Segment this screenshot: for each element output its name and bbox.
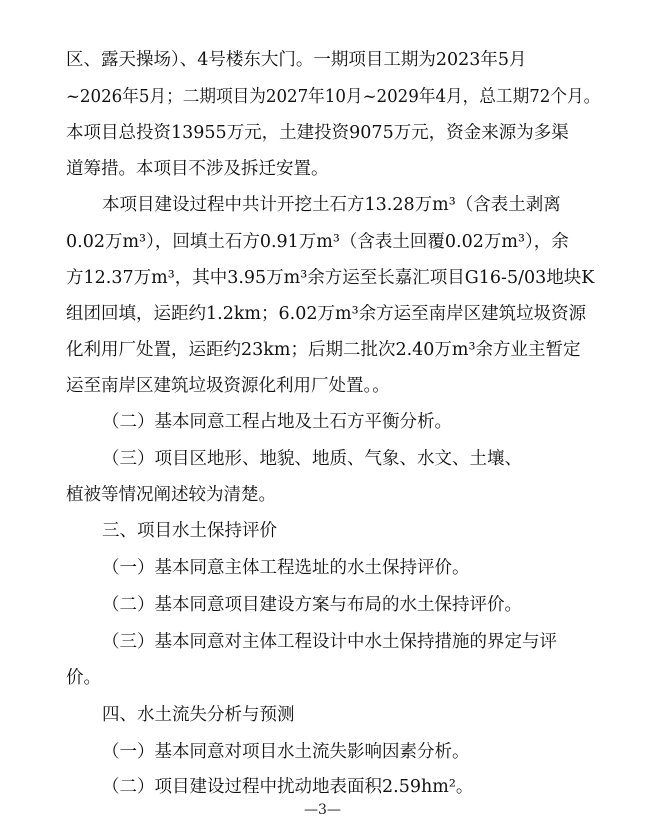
paragraph-line: 本项目建设过程中共计开挖土石方13.28万m³（含表土剥离 [102, 195, 561, 215]
paragraph-line: 道筹措。本项目不涉及拆迁安置。 [66, 159, 329, 179]
list-item: （二）基本同意项目建设方案与布局的水土保持评价。 [102, 595, 522, 615]
paragraph-line: 运至南岸区建筑垃圾资源化利用厂处置。。 [66, 376, 390, 396]
paragraph-line: 本项目总投资13955万元，土建投资9075万元，资金来源为多渠 [66, 123, 569, 143]
paragraph-line: 区、露天操场）、4号楼东大门。一期项目工期为2023年5月 [66, 50, 527, 70]
paragraph-line: ~2026年5月；二期项目为2027年10月~2029年4月，总工期72个月。 [66, 87, 601, 107]
list-item: （三）基本同意对主体工程设计中水土保持措施的界定与评 [102, 632, 557, 652]
paragraph-line: 0.02万m³），回填土石方0.91万m³（含表土回覆0.02万m³），余 [66, 232, 569, 252]
section-heading: 三、项目水土保持评价 [102, 521, 277, 541]
list-item: （二）基本同意工程占地及土石方平衡分析。 [102, 412, 452, 432]
section-heading: 四、水土流失分析与预测 [102, 705, 295, 725]
list-item: （一）基本同意主体工程选址的水土保持评价。 [102, 558, 470, 578]
page-number: —3— [304, 802, 341, 818]
paragraph-line: 化利用厂处置，运距约23km；后期二批次2.40万m³余方业主暂定 [66, 340, 581, 360]
list-item: （二）项目建设过程中扰动地表面积2.59hm²。 [102, 777, 474, 797]
list-item: （三）项目区地形、地貌、地质、气象、水文、土壤、 [102, 449, 522, 469]
paragraph-line: 植被等情况阐述较为清楚。 [66, 485, 276, 505]
list-item: （一）基本同意对项目水土流失影响因素分析。 [102, 742, 470, 762]
paragraph-line: 价。 [66, 668, 101, 688]
paragraph-line: 方12.37万m³，其中3.95万m³余方运至长嘉汇项目G16-5/03地块K [66, 268, 595, 288]
paragraph-line: 组团回填，运距约1.2km；6.02万m³余方运至南岸区建筑垃圾资源 [66, 304, 587, 324]
